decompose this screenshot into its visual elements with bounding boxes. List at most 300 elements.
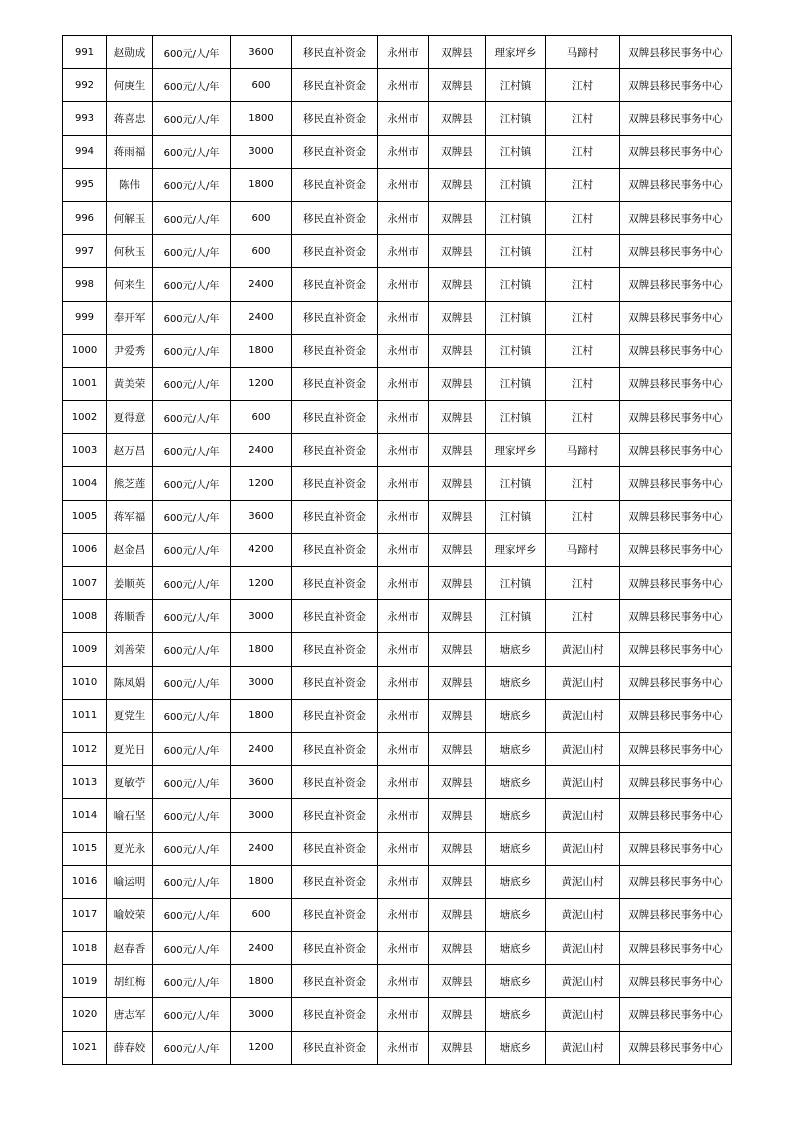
township-cell: 江村镇 [486, 235, 546, 268]
person-name-cell: 夏党生 [107, 699, 153, 732]
subsidy-amount-cell: 1800 [231, 168, 292, 201]
row-number-cell: 996 [63, 201, 107, 234]
subsidy-rate-cell: 600元/人/年 [153, 36, 231, 69]
fund-type-cell: 移民直补资金 [292, 533, 378, 566]
table-row [63, 235, 732, 268]
table-row [63, 600, 732, 633]
city-cell: 永州市 [378, 102, 429, 135]
subsidy-amount-cell: 3000 [231, 135, 292, 168]
subsidy-rate-cell: 600元/人/年 [153, 467, 231, 500]
city-cell: 永州市 [378, 301, 429, 334]
township-cell: 塘底乡 [486, 965, 546, 998]
village-cell: 马蹄村 [546, 36, 620, 69]
city-cell: 永州市 [378, 699, 429, 732]
county-cell: 双牌县 [429, 401, 486, 434]
row-number-cell: 1018 [63, 932, 107, 965]
township-cell: 塘底乡 [486, 766, 546, 799]
subsidy-amount-cell: 2400 [231, 732, 292, 765]
row-number-cell: 1008 [63, 600, 107, 633]
township-cell: 江村镇 [486, 301, 546, 334]
township-cell: 塘底乡 [486, 865, 546, 898]
subsidy-amount-cell: 1800 [231, 102, 292, 135]
subsidy-rate-cell: 600元/人/年 [153, 268, 231, 301]
table-row [63, 36, 732, 69]
row-number-cell: 998 [63, 268, 107, 301]
organization-cell: 双牌县移民事务中心 [620, 135, 732, 168]
fund-type-cell: 移民直补资金 [292, 898, 378, 931]
village-cell: 黄泥山村 [546, 932, 620, 965]
person-name-cell: 夏光日 [107, 732, 153, 765]
organization-cell: 双牌县移民事务中心 [620, 367, 732, 400]
table-row [63, 832, 732, 865]
table-row [63, 965, 732, 998]
table-row [63, 633, 732, 666]
county-cell: 双牌县 [429, 434, 486, 467]
city-cell: 永州市 [378, 334, 429, 367]
subsidy-rate-cell: 600元/人/年 [153, 865, 231, 898]
row-number-cell: 1004 [63, 467, 107, 500]
village-cell: 江村 [546, 268, 620, 301]
city-cell: 永州市 [378, 865, 429, 898]
organization-cell: 双牌县移民事务中心 [620, 666, 732, 699]
township-cell: 江村镇 [486, 334, 546, 367]
fund-type-cell: 移民直补资金 [292, 201, 378, 234]
city-cell: 永州市 [378, 235, 429, 268]
person-name-cell: 胡红梅 [107, 965, 153, 998]
row-number-cell: 1019 [63, 965, 107, 998]
organization-cell: 双牌县移民事务中心 [620, 799, 732, 832]
person-name-cell: 蒋雨福 [107, 135, 153, 168]
fund-type-cell: 移民直补资金 [292, 334, 378, 367]
fund-type-cell: 移民直补资金 [292, 235, 378, 268]
table-row [63, 799, 732, 832]
person-name-cell: 陈伟 [107, 168, 153, 201]
subsidy-rate-cell: 600元/人/年 [153, 533, 231, 566]
subsidy-rate-cell: 600元/人/年 [153, 633, 231, 666]
subsidy-amount-cell: 1200 [231, 567, 292, 600]
organization-cell: 双牌县移民事务中心 [620, 832, 732, 865]
county-cell: 双牌县 [429, 135, 486, 168]
organization-cell: 双牌县移民事务中心 [620, 998, 732, 1031]
fund-type-cell: 移民直补资金 [292, 268, 378, 301]
township-cell: 江村镇 [486, 500, 546, 533]
organization-cell: 双牌县移民事务中心 [620, 732, 732, 765]
village-cell: 江村 [546, 201, 620, 234]
subsidy-rate-cell: 600元/人/年 [153, 732, 231, 765]
township-cell: 塘底乡 [486, 1031, 546, 1064]
county-cell: 双牌县 [429, 168, 486, 201]
township-cell: 江村镇 [486, 168, 546, 201]
fund-type-cell: 移民直补资金 [292, 865, 378, 898]
county-cell: 双牌县 [429, 699, 486, 732]
row-number-cell: 1013 [63, 766, 107, 799]
county-cell: 双牌县 [429, 567, 486, 600]
city-cell: 永州市 [378, 766, 429, 799]
subsidy-amount-cell: 1200 [231, 467, 292, 500]
village-cell: 江村 [546, 467, 620, 500]
subsidy-amount-cell: 2400 [231, 832, 292, 865]
township-cell: 江村镇 [486, 102, 546, 135]
county-cell: 双牌县 [429, 367, 486, 400]
county-cell: 双牌县 [429, 965, 486, 998]
subsidy-rate-cell: 600元/人/年 [153, 965, 231, 998]
city-cell: 永州市 [378, 832, 429, 865]
table-row [63, 500, 732, 533]
village-cell: 黄泥山村 [546, 666, 620, 699]
subsidy-rate-cell: 600元/人/年 [153, 434, 231, 467]
table-row [63, 1031, 732, 1064]
city-cell: 永州市 [378, 633, 429, 666]
county-cell: 双牌县 [429, 766, 486, 799]
subsidy-rate-cell: 600元/人/年 [153, 699, 231, 732]
table-row [63, 766, 732, 799]
county-cell: 双牌县 [429, 998, 486, 1031]
row-number-cell: 1001 [63, 367, 107, 400]
row-number-cell: 999 [63, 301, 107, 334]
person-name-cell: 喻姣荣 [107, 898, 153, 931]
fund-type-cell: 移民直补资金 [292, 434, 378, 467]
organization-cell: 双牌县移民事务中心 [620, 235, 732, 268]
village-cell: 江村 [546, 301, 620, 334]
township-cell: 江村镇 [486, 201, 546, 234]
organization-cell: 双牌县移民事务中心 [620, 533, 732, 566]
township-cell: 塘底乡 [486, 998, 546, 1031]
city-cell: 永州市 [378, 467, 429, 500]
subsidy-rate-cell: 600元/人/年 [153, 201, 231, 234]
subsidy-rate-cell: 600元/人/年 [153, 567, 231, 600]
subsidy-amount-cell: 1200 [231, 367, 292, 400]
person-name-cell: 喻石坚 [107, 799, 153, 832]
city-cell: 永州市 [378, 500, 429, 533]
table-row [63, 135, 732, 168]
subsidy-rate-cell: 600元/人/年 [153, 135, 231, 168]
county-cell: 双牌县 [429, 102, 486, 135]
fund-type-cell: 移民直补资金 [292, 998, 378, 1031]
subsidy-amount-cell: 2400 [231, 932, 292, 965]
person-name-cell: 赵春香 [107, 932, 153, 965]
county-cell: 双牌县 [429, 832, 486, 865]
township-cell: 江村镇 [486, 135, 546, 168]
row-number-cell: 1016 [63, 865, 107, 898]
county-cell: 双牌县 [429, 633, 486, 666]
subsidy-amount-cell: 3600 [231, 500, 292, 533]
fund-type-cell: 移民直补资金 [292, 567, 378, 600]
subsidy-amount-cell: 3000 [231, 666, 292, 699]
organization-cell: 双牌县移民事务中心 [620, 766, 732, 799]
city-cell: 永州市 [378, 600, 429, 633]
organization-cell: 双牌县移民事务中心 [620, 168, 732, 201]
table-row [63, 201, 732, 234]
subsidy-rate-cell: 600元/人/年 [153, 832, 231, 865]
subsidy-table [62, 35, 732, 1065]
fund-type-cell: 移民直补资金 [292, 965, 378, 998]
subsidy-rate-cell: 600元/人/年 [153, 799, 231, 832]
table-row [63, 367, 732, 400]
person-name-cell: 黄美荣 [107, 367, 153, 400]
person-name-cell: 唐志军 [107, 998, 153, 1031]
county-cell: 双牌县 [429, 799, 486, 832]
row-number-cell: 1005 [63, 500, 107, 533]
row-number-cell: 992 [63, 69, 107, 102]
person-name-cell: 喻运明 [107, 865, 153, 898]
township-cell: 江村镇 [486, 69, 546, 102]
city-cell: 永州市 [378, 168, 429, 201]
fund-type-cell: 移民直补资金 [292, 932, 378, 965]
row-number-cell: 1017 [63, 898, 107, 931]
table-row [63, 732, 732, 765]
table-row [63, 168, 732, 201]
township-cell: 江村镇 [486, 268, 546, 301]
table-row [63, 102, 732, 135]
row-number-cell: 1021 [63, 1031, 107, 1064]
county-cell: 双牌县 [429, 500, 486, 533]
fund-type-cell: 移民直补资金 [292, 500, 378, 533]
fund-type-cell: 移民直补资金 [292, 135, 378, 168]
fund-type-cell: 移民直补资金 [292, 1031, 378, 1064]
table-row [63, 533, 732, 566]
city-cell: 永州市 [378, 898, 429, 931]
township-cell: 塘底乡 [486, 633, 546, 666]
fund-type-cell: 移民直补资金 [292, 69, 378, 102]
fund-type-cell: 移民直补资金 [292, 732, 378, 765]
row-number-cell: 1009 [63, 633, 107, 666]
table-row [63, 666, 732, 699]
row-number-cell: 1007 [63, 567, 107, 600]
subsidy-amount-cell: 600 [231, 898, 292, 931]
township-cell: 江村镇 [486, 467, 546, 500]
fund-type-cell: 移民直补资金 [292, 301, 378, 334]
subsidy-rate-cell: 600元/人/年 [153, 235, 231, 268]
fund-type-cell: 移民直补资金 [292, 699, 378, 732]
village-cell: 黄泥山村 [546, 732, 620, 765]
person-name-cell: 蒋军福 [107, 500, 153, 533]
village-cell: 江村 [546, 334, 620, 367]
table-row [63, 301, 732, 334]
city-cell: 永州市 [378, 69, 429, 102]
organization-cell: 双牌县移民事务中心 [620, 201, 732, 234]
row-number-cell: 1015 [63, 832, 107, 865]
fund-type-cell: 移民直补资金 [292, 467, 378, 500]
person-name-cell: 熊芝莲 [107, 467, 153, 500]
subsidy-rate-cell: 600元/人/年 [153, 401, 231, 434]
city-cell: 永州市 [378, 434, 429, 467]
village-cell: 黄泥山村 [546, 865, 620, 898]
table-row [63, 334, 732, 367]
organization-cell: 双牌县移民事务中心 [620, 301, 732, 334]
city-cell: 永州市 [378, 135, 429, 168]
township-cell: 江村镇 [486, 401, 546, 434]
table-row [63, 567, 732, 600]
subsidy-rate-cell: 600元/人/年 [153, 1031, 231, 1064]
city-cell: 永州市 [378, 567, 429, 600]
city-cell: 永州市 [378, 533, 429, 566]
fund-type-cell: 移民直补资金 [292, 168, 378, 201]
subsidy-amount-cell: 1800 [231, 865, 292, 898]
person-name-cell: 何秋玉 [107, 235, 153, 268]
fund-type-cell: 移民直补资金 [292, 633, 378, 666]
city-cell: 永州市 [378, 965, 429, 998]
table-row [63, 932, 732, 965]
person-name-cell: 刘善荣 [107, 633, 153, 666]
organization-cell: 双牌县移民事务中心 [620, 434, 732, 467]
village-cell: 黄泥山村 [546, 1031, 620, 1064]
village-cell: 江村 [546, 168, 620, 201]
row-number-cell: 1020 [63, 998, 107, 1031]
township-cell: 塘底乡 [486, 832, 546, 865]
city-cell: 永州市 [378, 998, 429, 1031]
row-number-cell: 993 [63, 102, 107, 135]
row-number-cell: 1011 [63, 699, 107, 732]
organization-cell: 双牌县移民事务中心 [620, 36, 732, 69]
county-cell: 双牌县 [429, 865, 486, 898]
subsidy-rate-cell: 600元/人/年 [153, 666, 231, 699]
village-cell: 江村 [546, 367, 620, 400]
organization-cell: 双牌县移民事务中心 [620, 500, 732, 533]
city-cell: 永州市 [378, 401, 429, 434]
subsidy-amount-cell: 600 [231, 401, 292, 434]
subsidy-rate-cell: 600元/人/年 [153, 766, 231, 799]
person-name-cell: 夏光永 [107, 832, 153, 865]
village-cell: 江村 [546, 135, 620, 168]
village-cell: 江村 [546, 600, 620, 633]
city-cell: 永州市 [378, 1031, 429, 1064]
subsidy-amount-cell: 600 [231, 201, 292, 234]
organization-cell: 双牌县移民事务中心 [620, 699, 732, 732]
person-name-cell: 何解玉 [107, 201, 153, 234]
table-row [63, 699, 732, 732]
table-row [63, 898, 732, 931]
city-cell: 永州市 [378, 932, 429, 965]
county-cell: 双牌县 [429, 600, 486, 633]
person-name-cell: 姜顺英 [107, 567, 153, 600]
organization-cell: 双牌县移民事务中心 [620, 633, 732, 666]
person-name-cell: 何庚生 [107, 69, 153, 102]
county-cell: 双牌县 [429, 69, 486, 102]
fund-type-cell: 移民直补资金 [292, 766, 378, 799]
person-name-cell: 蒋喜忠 [107, 102, 153, 135]
township-cell: 理家坪乡 [486, 36, 546, 69]
fund-type-cell: 移民直补资金 [292, 600, 378, 633]
subsidy-amount-cell: 3000 [231, 600, 292, 633]
row-number-cell: 991 [63, 36, 107, 69]
row-number-cell: 994 [63, 135, 107, 168]
township-cell: 江村镇 [486, 567, 546, 600]
subsidy-rate-cell: 600元/人/年 [153, 500, 231, 533]
organization-cell: 双牌县移民事务中心 [620, 268, 732, 301]
organization-cell: 双牌县移民事务中心 [620, 965, 732, 998]
person-name-cell: 赵万昌 [107, 434, 153, 467]
township-cell: 理家坪乡 [486, 434, 546, 467]
person-name-cell: 赵金昌 [107, 533, 153, 566]
organization-cell: 双牌县移民事务中心 [620, 932, 732, 965]
township-cell: 塘底乡 [486, 932, 546, 965]
row-number-cell: 1002 [63, 401, 107, 434]
subsidy-rate-cell: 600元/人/年 [153, 932, 231, 965]
county-cell: 双牌县 [429, 932, 486, 965]
person-name-cell: 薛春姣 [107, 1031, 153, 1064]
county-cell: 双牌县 [429, 732, 486, 765]
township-cell: 塘底乡 [486, 666, 546, 699]
county-cell: 双牌县 [429, 666, 486, 699]
fund-type-cell: 移民直补资金 [292, 799, 378, 832]
subsidy-amount-cell: 1800 [231, 699, 292, 732]
row-number-cell: 1014 [63, 799, 107, 832]
county-cell: 双牌县 [429, 201, 486, 234]
fund-type-cell: 移民直补资金 [292, 102, 378, 135]
table-row [63, 69, 732, 102]
row-number-cell: 1012 [63, 732, 107, 765]
table-row [63, 467, 732, 500]
fund-type-cell: 移民直补资金 [292, 832, 378, 865]
village-cell: 黄泥山村 [546, 633, 620, 666]
table-row [63, 401, 732, 434]
subsidy-rate-cell: 600元/人/年 [153, 600, 231, 633]
city-cell: 永州市 [378, 268, 429, 301]
village-cell: 黄泥山村 [546, 699, 620, 732]
city-cell: 永州市 [378, 201, 429, 234]
subsidy-amount-cell: 4200 [231, 533, 292, 566]
person-name-cell: 陈凤娟 [107, 666, 153, 699]
row-number-cell: 1003 [63, 434, 107, 467]
table-body [63, 36, 732, 1065]
county-cell: 双牌县 [429, 533, 486, 566]
subsidy-rate-cell: 600元/人/年 [153, 102, 231, 135]
organization-cell: 双牌县移民事务中心 [620, 401, 732, 434]
county-cell: 双牌县 [429, 235, 486, 268]
subsidy-rate-cell: 600元/人/年 [153, 898, 231, 931]
village-cell: 黄泥山村 [546, 799, 620, 832]
subsidy-amount-cell: 3600 [231, 766, 292, 799]
village-cell: 江村 [546, 69, 620, 102]
organization-cell: 双牌县移民事务中心 [620, 567, 732, 600]
township-cell: 塘底乡 [486, 699, 546, 732]
county-cell: 双牌县 [429, 268, 486, 301]
row-number-cell: 997 [63, 235, 107, 268]
county-cell: 双牌县 [429, 898, 486, 931]
person-name-cell: 奉开军 [107, 301, 153, 334]
subsidy-rate-cell: 600元/人/年 [153, 367, 231, 400]
organization-cell: 双牌县移民事务中心 [620, 600, 732, 633]
person-name-cell: 夏敏苧 [107, 766, 153, 799]
subsidy-amount-cell: 3000 [231, 998, 292, 1031]
village-cell: 黄泥山村 [546, 898, 620, 931]
township-cell: 塘底乡 [486, 732, 546, 765]
person-name-cell: 何来生 [107, 268, 153, 301]
organization-cell: 双牌县移民事务中心 [620, 898, 732, 931]
village-cell: 马蹄村 [546, 434, 620, 467]
subsidy-amount-cell: 1800 [231, 965, 292, 998]
organization-cell: 双牌县移民事务中心 [620, 1031, 732, 1064]
row-number-cell: 1006 [63, 533, 107, 566]
village-cell: 江村 [546, 235, 620, 268]
township-cell: 塘底乡 [486, 799, 546, 832]
fund-type-cell: 移民直补资金 [292, 666, 378, 699]
village-cell: 黄泥山村 [546, 832, 620, 865]
table-row [63, 865, 732, 898]
village-cell: 马蹄村 [546, 533, 620, 566]
subsidy-rate-cell: 600元/人/年 [153, 334, 231, 367]
row-number-cell: 1010 [63, 666, 107, 699]
organization-cell: 双牌县移民事务中心 [620, 69, 732, 102]
organization-cell: 双牌县移民事务中心 [620, 334, 732, 367]
village-cell: 江村 [546, 500, 620, 533]
village-cell: 江村 [546, 401, 620, 434]
table-row [63, 998, 732, 1031]
city-cell: 永州市 [378, 732, 429, 765]
township-cell: 江村镇 [486, 367, 546, 400]
subsidy-amount-cell: 2400 [231, 268, 292, 301]
county-cell: 双牌县 [429, 36, 486, 69]
